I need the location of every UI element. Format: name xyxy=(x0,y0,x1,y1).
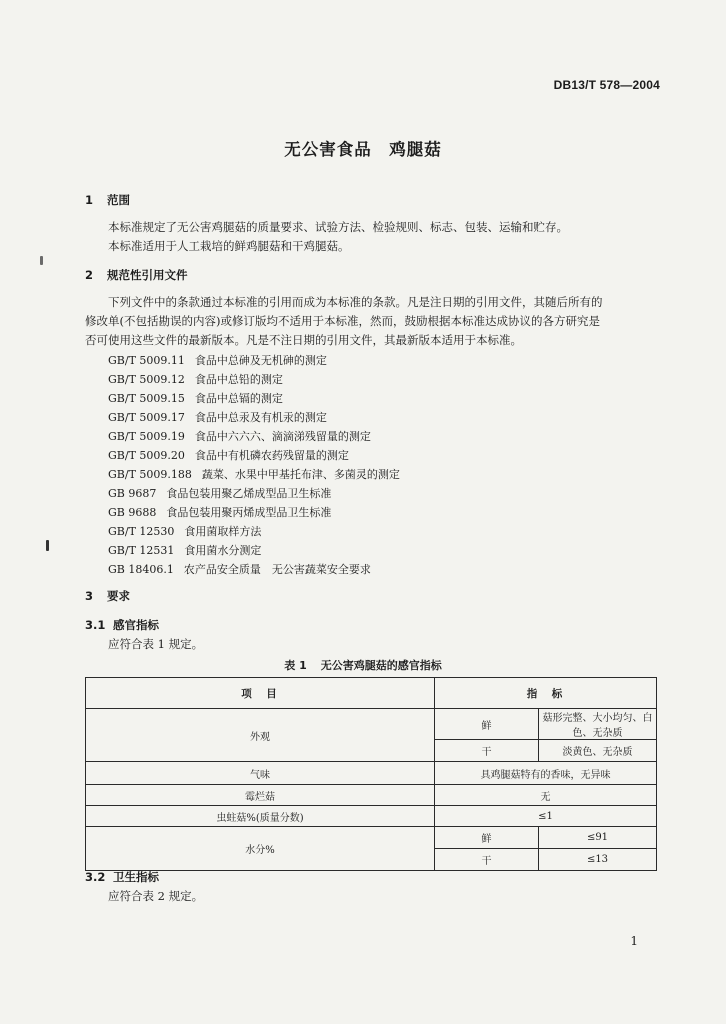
table-number: 表 1 xyxy=(284,659,307,672)
reference-code: GB/T 5009.15 xyxy=(108,392,185,405)
section-3-heading xyxy=(85,588,130,604)
reference-item xyxy=(108,504,331,520)
table-header-item: 项 目 xyxy=(86,678,435,709)
section-title: 规范性引用文件 xyxy=(107,268,188,282)
reference-item xyxy=(108,409,327,425)
reference-item xyxy=(108,542,261,558)
table-row xyxy=(86,709,657,740)
reference-code: GB/T 5009.19 xyxy=(108,430,185,443)
document-title: 无公害食品 鸡腿菇 xyxy=(284,140,442,159)
reference-title: 食品中总铅的测定 xyxy=(194,373,283,386)
reference-title: 食品中总汞及有机汞的测定 xyxy=(194,411,327,424)
reference-item xyxy=(108,428,371,444)
reference-item xyxy=(108,371,283,387)
table-title: 无公害鸡腿菇的感官指标 xyxy=(320,659,442,672)
sensory-indicator-table xyxy=(85,677,657,871)
scan-speck xyxy=(46,540,49,551)
section-title: 卫生指标 xyxy=(113,870,159,884)
table-caption xyxy=(0,657,726,673)
reference-item xyxy=(108,352,327,368)
table-header-row xyxy=(86,678,657,709)
sub-label-fresh: 鲜 xyxy=(435,709,539,740)
reference-title: 食用菌取样方法 xyxy=(184,525,262,538)
paragraph: 本标准适用于人工栽培的鲜鸡腿菇和干鸡腿菇。 xyxy=(108,239,350,253)
reference-title: 食品中六六六、滴滴涕残留量的测定 xyxy=(194,430,371,443)
reference-title: 食品包装用聚丙烯成型品卫生标准 xyxy=(166,506,332,519)
reference-title: 食用菌水分测定 xyxy=(184,544,262,557)
section-number: 3 xyxy=(85,589,94,603)
value-insect: ≤1 xyxy=(435,806,657,827)
reference-item xyxy=(108,561,371,577)
sub-label-fresh: 鲜 xyxy=(435,827,539,849)
reference-title: 农产品安全质量 无公害蔬菜安全要求 xyxy=(183,563,371,576)
paragraph-line: 否可使用这些文件的最新版本。凡是不注日期的引用文件，其最新版本适用于本标准。 xyxy=(85,333,522,347)
reference-code: GB/T 5009.20 xyxy=(108,449,185,462)
reference-code: GB 18406.1 xyxy=(108,563,174,576)
value-moisture-fresh: ≤91 xyxy=(539,827,657,849)
table-row xyxy=(86,827,657,849)
reference-code: GB/T 12530 xyxy=(108,525,175,538)
reference-code: GB 9688 xyxy=(108,506,157,519)
reference-item xyxy=(108,390,283,406)
section-title: 感官指标 xyxy=(113,618,159,632)
paragraph: 应符合表 1 规定。 xyxy=(108,637,204,651)
section-number: 3.2 xyxy=(85,870,106,884)
value-moisture-dry: ≤13 xyxy=(539,849,657,871)
reference-item xyxy=(108,447,349,463)
reference-code: GB/T 5009.12 xyxy=(108,373,185,386)
reference-title: 蔬菜、水果中甲基托布津、多菌灵的测定 xyxy=(201,468,400,481)
section-2-heading xyxy=(85,267,188,283)
reference-title: 食品包装用聚乙烯成型品卫生标准 xyxy=(166,487,332,500)
table-row xyxy=(86,806,657,827)
paragraph: 应符合表 2 规定。 xyxy=(108,889,204,903)
row-label-moisture: 水分% xyxy=(86,827,435,871)
paragraph-line: 下列文件中的条款通过本标准的引用而成为本标准的条款。凡是注日期的引用文件，其随后所有的 xyxy=(108,295,603,309)
row-label-rotten: 霉烂菇 xyxy=(86,785,435,806)
reference-item xyxy=(108,523,261,539)
paragraph-line: 修改单(不包括勘误的内容)或修订版均不适用于本标准，然而，鼓励根据本标准达成协议的各方研究是 xyxy=(85,314,600,328)
table-row xyxy=(86,762,657,785)
section-3-1-heading xyxy=(85,617,159,633)
reference-title: 食品中有机磷农药残留量的测定 xyxy=(194,449,349,462)
value-appearance-dry: 淡黄色、无杂质 xyxy=(539,740,657,762)
reference-item xyxy=(108,485,331,501)
reference-code: GB/T 12531 xyxy=(108,544,175,557)
reference-title: 食品中总镉的测定 xyxy=(194,392,283,405)
standard-code: DB13/T 578—2004 xyxy=(553,78,660,92)
reference-code: GB/T 5009.17 xyxy=(108,411,185,424)
row-label-insect: 虫蛀菇%(质量分数) xyxy=(86,806,435,827)
section-number: 2 xyxy=(85,268,94,282)
value-rotten: 无 xyxy=(435,785,657,806)
value-odor: 具鸡腿菇特有的香味，无异味 xyxy=(435,762,657,785)
reference-code: GB/T 5009.188 xyxy=(108,468,192,481)
reference-title: 食品中总砷及无机砷的测定 xyxy=(194,354,327,367)
page-number: 1 xyxy=(630,934,638,948)
row-label-odor: 气味 xyxy=(86,762,435,785)
reference-code: GB 9687 xyxy=(108,487,157,500)
table-row xyxy=(86,785,657,806)
row-label-appearance: 外观 xyxy=(86,709,435,762)
section-1-heading xyxy=(85,192,130,208)
section-title: 要求 xyxy=(107,589,130,603)
section-number: 1 xyxy=(85,193,94,207)
table-header-indicator: 指 标 xyxy=(435,678,657,709)
reference-code: GB/T 5009.11 xyxy=(108,354,185,367)
section-3-2-heading xyxy=(85,869,159,885)
section-number: 3.1 xyxy=(85,618,106,632)
value-appearance-fresh: 菇形完整、大小均匀、白色、无杂质 xyxy=(539,709,657,740)
sub-label-dry: 干 xyxy=(435,740,539,762)
scan-speck xyxy=(40,256,43,265)
paragraph: 本标准规定了无公害鸡腿菇的质量要求、试验方法、检验规则、标志、包装、运输和贮存。 xyxy=(108,220,568,234)
sub-label-dry: 干 xyxy=(435,849,539,871)
reference-item xyxy=(108,466,400,482)
section-title: 范围 xyxy=(107,193,130,207)
